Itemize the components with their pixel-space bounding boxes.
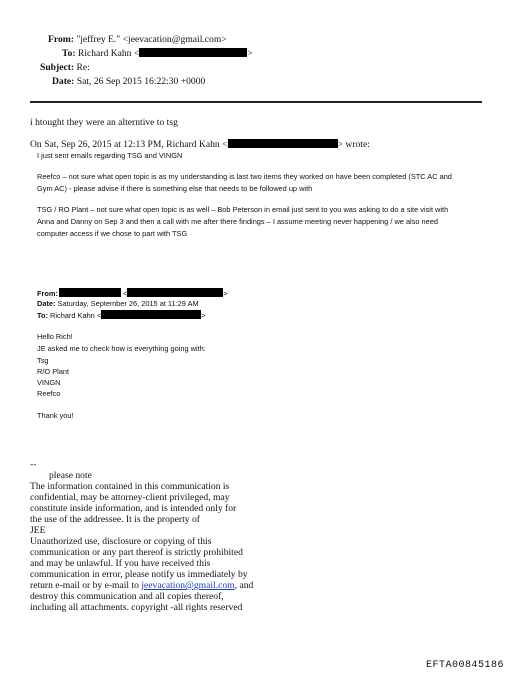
kahn-para2-line2: Gym AC) - please advise if there is something else that needs to be followed up with — [37, 184, 313, 193]
fwd-from: From: < > — [37, 289, 228, 298]
fwd-greeting: Hello Rich! — [37, 332, 73, 341]
document-id: EFTA00845186 — [425, 660, 504, 671]
date-label: Date: — [52, 76, 75, 87]
disclaimer-line: the use of the addressee. It is the property of — [30, 514, 200, 525]
fwd-date-value: Saturday, September 26, 2015 at 11:29 AM — [57, 299, 199, 308]
disclaimer-line: constitute inside information, and is intended only for — [30, 503, 237, 514]
redaction-bar — [228, 139, 338, 148]
header-divider — [30, 101, 482, 103]
redaction-bar — [59, 288, 121, 297]
kahn-para3-line3: computer access if we chose to part with TSG — [37, 229, 188, 238]
disclaimer-line: destroy this communication and all copies thereof, — [30, 591, 224, 602]
header-to: To: Richard Kahn < > — [62, 48, 253, 59]
disclaimer-line: communication or any part thereof is strictly prohibited — [30, 547, 243, 558]
disclaimer-return-line: return e-mail or by e-mail to jeevacation@gmail.com, and — [30, 580, 254, 591]
fwd-intro: JE asked me to check how is everything going with: — [37, 344, 206, 353]
redaction-bar — [101, 310, 201, 319]
kahn-line-1: I just sent emails regarding TSG and VINGN — [37, 151, 183, 160]
kahn-para2-line1: Reefco – not sure what open topic is as my understanding is last two items they worked on have been completed (STC AC and — [37, 172, 452, 181]
header-date — [52, 76, 205, 87]
disclaimer-line: JEE — [30, 525, 46, 536]
fwd-from-label: From: — [37, 289, 58, 298]
fwd-to-value: Richard Kahn < — [50, 311, 102, 320]
fwd-date-label: Date: — [37, 299, 56, 308]
reply-body: i htought they were an alterntive to tsg — [30, 117, 178, 128]
fwd-to: To: Richard Kahn < > — [37, 311, 206, 320]
subject-value: Re: — [76, 62, 90, 73]
kahn-para3-line1: TSG / RO Plant – not sure what open topic is as well – Bob Peterson in email just sent to you was asking to do a site visit with — [37, 205, 449, 214]
fwd-item: VINGN — [37, 378, 61, 387]
from-value: "jeffrey E." <jeevacation@gmail.com> — [76, 34, 227, 45]
email-link[interactable]: jeevacation@gmail.com — [141, 580, 235, 591]
to-label: To: — [62, 48, 76, 59]
disclaimer-line: and may be unlawful. If you have received this — [30, 558, 211, 569]
redaction-bar — [127, 288, 223, 297]
to-value: Richard Kahn < — [77, 48, 140, 59]
fwd-item: Tsg — [37, 356, 49, 365]
disclaimer-line: The information contained in this communication is — [30, 481, 230, 492]
fwd-date — [37, 299, 199, 308]
fwd-closing: Thank you! — [37, 411, 74, 420]
disclaimer-line: Unauthorized use, disclosure or copying of this — [30, 536, 212, 547]
footer-separator: -- — [30, 459, 37, 470]
footer-note: please note — [49, 470, 92, 481]
fwd-to-label: To: — [37, 311, 48, 320]
disclaimer-line: confidential, may be attorney-client privileged, may — [30, 492, 230, 503]
fwd-item: Reefco — [37, 389, 61, 398]
quote-attribution: On Sat, Sep 26, 2015 at 12:13 PM, Richard Kahn < > wrote: — [30, 139, 370, 150]
redaction-bar — [139, 48, 247, 57]
fwd-item: R/O Plant — [37, 367, 70, 376]
header-from — [48, 34, 227, 45]
from-label: From: — [48, 34, 74, 45]
disclaimer-line: communication in error, please notify us immediately by — [30, 569, 248, 580]
disclaimer-line: including all attachments. copyright -all rights reserved — [30, 602, 243, 613]
kahn-para3-line2: Anna and Danny on Sep 3 and then a call with me after there findings – I assume meeting never happening / we also need — [37, 217, 438, 226]
header-subject — [40, 62, 90, 73]
date-value: Sat, 26 Sep 2015 16:22:30 +0000 — [76, 76, 206, 87]
subject-label: Subject: — [40, 62, 75, 73]
